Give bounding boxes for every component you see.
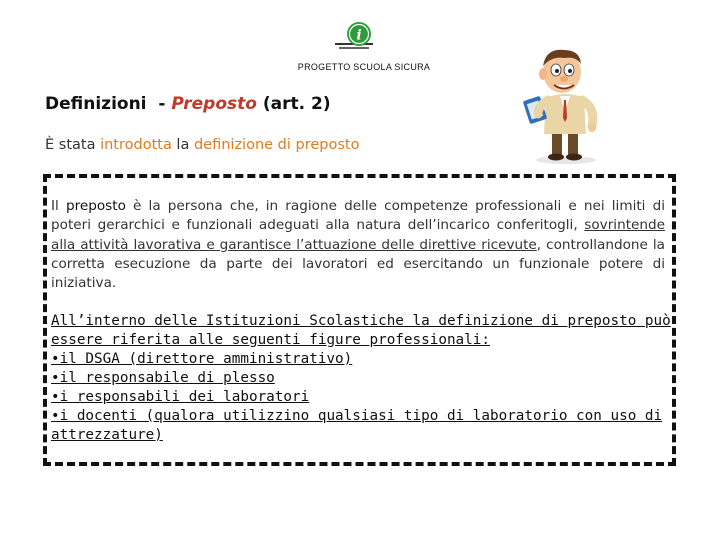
info-icon [333,20,377,52]
subtitle-part1: È stata [45,137,101,153]
schools-paragraph [51,312,671,445]
page-title [45,94,331,114]
definition-text-c: è la persona che, in ragione delle competenze professionali e nei limiti di poteri gerarchici e funzionali adeguati alla natura dell’incarico conferitogli, [51,198,666,234]
definition-term: preposto [65,198,126,214]
logo-caption: PROGETTO SCUOLA SICURA [297,62,431,72]
title-suffix: (art. 2) [256,94,331,114]
list-item-continuation: attrezzature) [51,427,163,443]
list-item: •il DSGA (direttore amministrativo) [51,351,353,367]
list-item: •i responsabili dei laboratori [51,389,310,405]
subtitle-part2: introdotta [100,137,172,153]
subtitle-part4: definizione di preposto [193,137,360,153]
definition-paragraph [51,197,665,293]
list-item: •i docenti (qualora utilizzino qualsiasi tipo di laboratorio con uso di [51,408,663,424]
definition-text-a: Il [51,198,66,214]
schools-line: essere riferita alle seguenti figure professionali: [51,332,490,348]
list-item: •il responsabile di plesso [51,370,275,386]
subtitle [45,137,359,153]
title-highlight: Preposto [171,94,257,114]
svg-text:i: i [356,27,362,44]
definition-text-e: , controllandone la corretta esecuzione da parte dei lavoratori ed esercitando un funzionale potere di iniziativa. [51,236,665,292]
teacher-mascot-icon [516,42,606,166]
definition-underlined: sovrintende alla attività lavorativa e garantisce l’attuazione delle direttive ricevute [51,217,665,253]
schools-line: All’interno delle Istituzioni Scolastiche la definizione di preposto può [51,313,671,329]
subtitle-part3: la [171,137,194,153]
title-prefix: Definizioni - [45,94,172,114]
